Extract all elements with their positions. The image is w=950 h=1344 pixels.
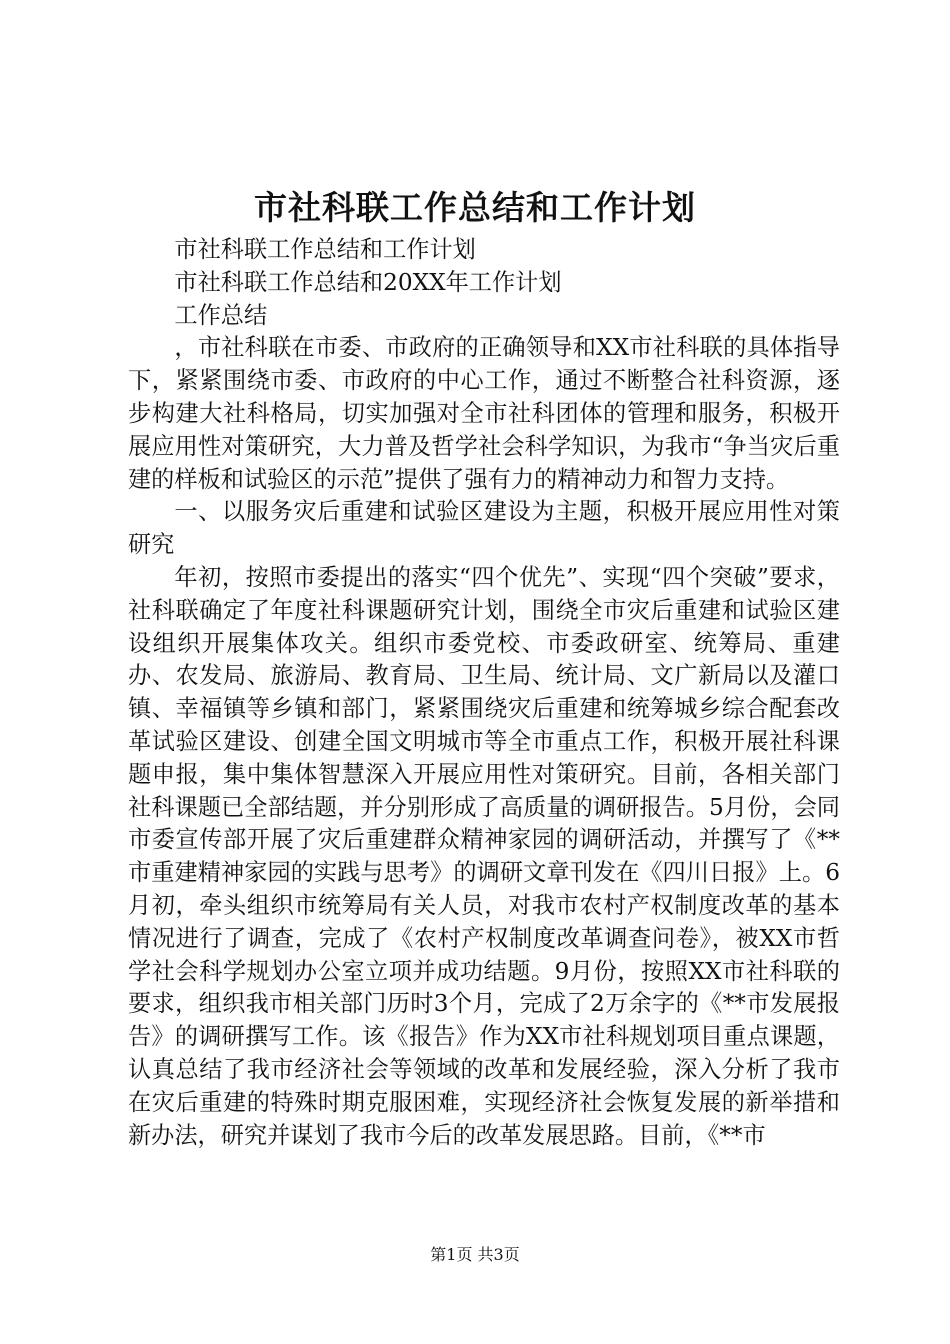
paragraph-subtitle: 市社科联工作总结和工作计划: [174, 236, 476, 263]
document-title: 市社科联工作总结和工作计划: [254, 188, 696, 227]
document-body: [128, 234, 840, 1152]
paragraph-subtitle-year: 市社科联工作总结和20XX年工作计划: [174, 268, 562, 296]
paragraph-research: 年初，按照市委提出的落实“四个优先”、实现“四个突破”要求，社科联确定了年度社科课题研究计划，围绕全市灾后重建和试验区建设组织开展集体攻关。组织市委党校、市委政研室、统筹局、重建办、农发局、旅游局、教育局、卫生局、统计局、文广新局以及灌口镇、幸福镇等乡镇和部门，紧紧围绕灾后重建和统筹城乡综合配套改革试验区建设、创建全国文明城市等全市重点工作，积极开展社科课题申报，集中集体智慧深入开展应用性对策研究。目前，各相关部门社科课题已全部结题，并分别形成了高质量的调研报告。5月份，会同市委宣传部开展了灾后重建群众精神家园的调研活动，并撰写了《**市重建精神家园的实践与思考》的调研文章刊发在《四川日报》上。6月初，牵头组织市统筹局有关人员，对我市农村产权制度改革的基本情况进行了调查，完成了《农村产权制度改革调查问卷》，被XX市哲学社会科学规划办公室立项并成功结题。9月份，按照XX市社科联的要求，组织我市相关部门历时3个月，完成了2万余字的《**市发展报告》的调研撰写工作。该《报告》作为XX市社科规划项目重点课题，认真总结了我市经济社会等领域的改革和发展经验，深入分析了我市在灾后重建的特殊时期克服困难，实现经济社会恢复发展的新举措和新办法，研究并谋划了我市今后的改革发展思路。目前，《**市: [128, 563, 840, 1149]
page-footer: 第1页 共3页: [430, 1245, 520, 1264]
paragraph-intro: ，市社科联在市委、市政府的正确领导和XX市社科联的具体指导下，紧紧围绕市委、市政府的中心工作，通过不断整合社科资源，逐步构建大社科格局，切实加强对全市社科团体的管理和服务，积极开展应用性对策研究，大力普及哲学社会科学知识，为我市“争当灾后重建的样板和试验区的示范”提供了强有力的精神动力和智力支持。: [128, 334, 840, 493]
paragraph-heading-one: 一、以服务灾后重建和试验区建设为主题，积极开展应用性对策研究: [128, 498, 840, 559]
paragraph-section-heading: 工作总结: [174, 301, 268, 329]
